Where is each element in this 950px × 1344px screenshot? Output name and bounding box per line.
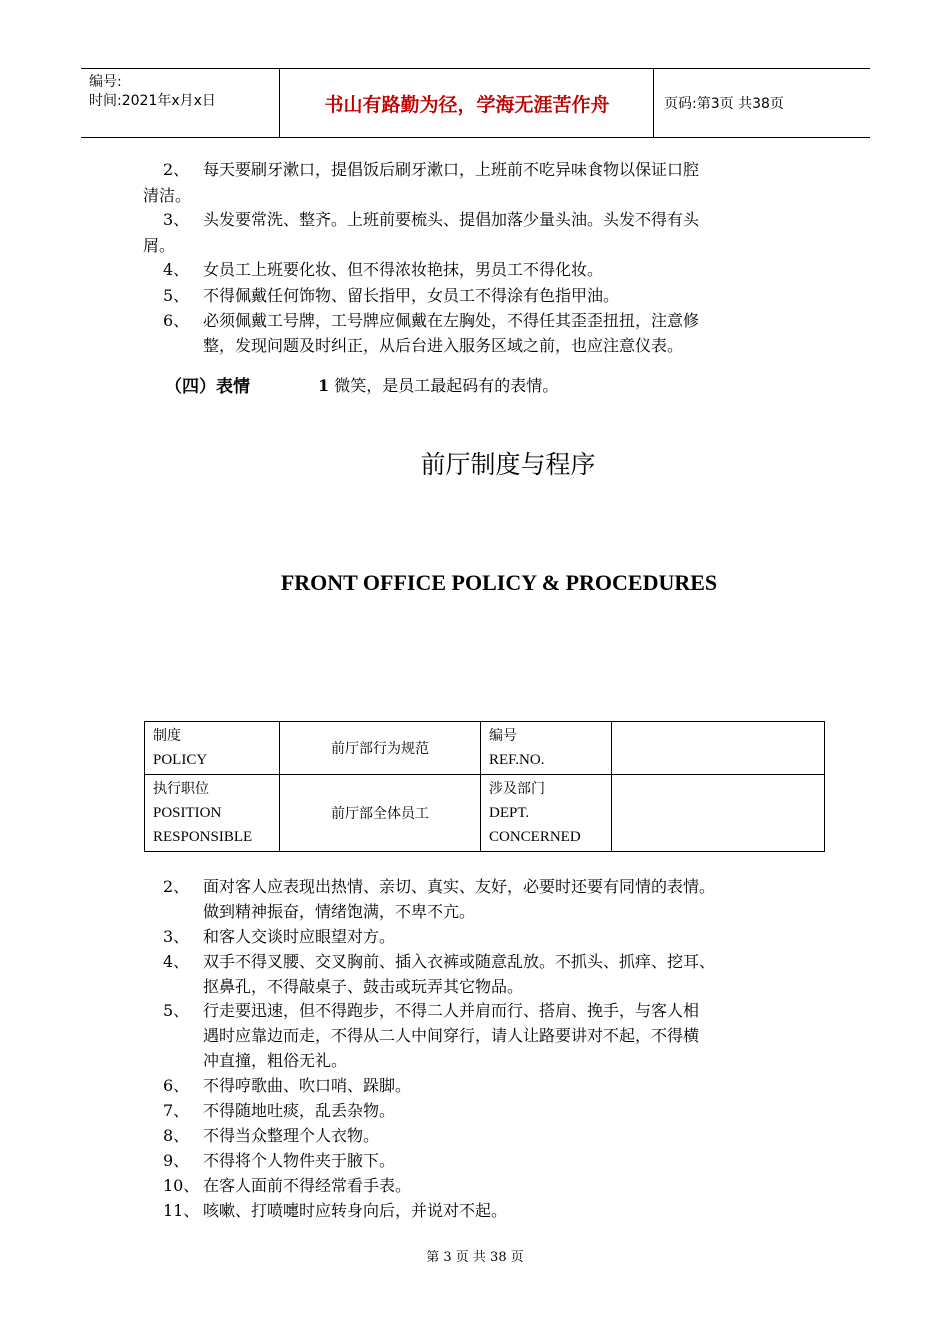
item-text-continued: 遇时应靠边而走，不得从二人中间穿行，请人让路要讲对不起，不得横 (203, 1026, 700, 1045)
list-item (163, 877, 716, 897)
policy-label-cn: 制度 (153, 728, 181, 744)
policy-value: 前厅部行为规范 (280, 722, 481, 775)
item-number: 3、 (163, 927, 190, 946)
item-text: 行走要迅速，但不得跑步，不得二人并肩而行、搭肩、挽手，与客人相 (203, 1001, 700, 1020)
item-text: 不得佩戴任何饰物、留长指甲，女员工不得涂有色指甲油。 (203, 286, 620, 305)
header-time-label: 时间:2021年x月x日 (89, 93, 216, 109)
list-item (163, 952, 716, 972)
list-item (163, 1126, 380, 1146)
item-text-continued: 整，发现问题及时纠正，从后台进入服务区域之前，也应注意仪表。 (203, 336, 684, 355)
item-number: 7、 (163, 1101, 190, 1120)
dept-label-en-2: CONCERNED (489, 829, 581, 845)
dept-label-cell (481, 775, 612, 852)
item-text: 双手不得叉腰、交叉胸前、插入衣裤或随意乱放。不抓头、抓痒、挖耳、 (203, 952, 716, 971)
item-text: 在客人面前不得经常看手表。 (203, 1176, 412, 1195)
policy-label-en: POLICY (153, 752, 208, 768)
position-value: 前厅部全体员工 (280, 775, 481, 852)
list-item (163, 286, 620, 306)
item-text-continued: 做到精神振奋，情绪饱满，不卑不亢。 (203, 902, 476, 921)
item-text-continued: 屑。 (143, 236, 176, 255)
page-title-cn: 前厅制度与程序 (420, 450, 596, 479)
list-item (163, 1201, 508, 1221)
item-number: 2、 (163, 160, 190, 179)
page-header (81, 68, 870, 138)
dept-label-en-1: DEPT. (489, 805, 530, 821)
item-number: 5、 (163, 1001, 190, 1020)
header-page-label: 页码:第3页 共38页 (664, 96, 784, 112)
item-text: 必须佩戴工号牌，工号牌应佩戴在左胸处，不得任其歪歪扭扭，注意修 (203, 311, 700, 330)
list-item (163, 210, 700, 230)
list-item (163, 1151, 396, 1171)
item-text: 面对客人应表现出热情、亲切、真实、友好，必要时还要有同情的表情。 (203, 877, 716, 896)
policy-label-cell (145, 722, 280, 775)
policy-table (144, 721, 825, 852)
item-number: 9、 (163, 1151, 190, 1170)
dept-label-cn: 涉及部门 (489, 781, 545, 797)
item-number: 5、 (163, 286, 190, 305)
item-text: 每天要刷牙漱口，提倡饭后刷牙漱口，上班前不吃异味食物以保证口腔 (203, 160, 700, 179)
list-item (163, 1176, 412, 1196)
position-label-en-1: POSITION (153, 805, 222, 821)
list-item (163, 1076, 412, 1096)
page-footer: 第 3 页 共 38 页 (426, 1250, 524, 1265)
item-number: 2、 (163, 877, 190, 896)
item-text: 不得将个人物件夹于腋下。 (203, 1151, 396, 1170)
item-text: 不得哼歌曲、吹口哨、跺脚。 (203, 1076, 412, 1095)
section2-text: 微笑，是员工最起码有的表情。 (334, 376, 559, 395)
ref-value (612, 722, 825, 775)
list-item (163, 260, 604, 280)
table-row (145, 775, 825, 852)
item-number: 6、 (163, 311, 190, 330)
dept-value (612, 775, 825, 852)
item-text-continued: 冲直撞，粗俗无礼。 (203, 1051, 348, 1070)
item-text: 不得随地吐痰，乱丢杂物。 (203, 1101, 396, 1120)
item-text: 女员工上班要化妆、但不得浓妆艳抹，男员工不得化妆。 (203, 260, 604, 279)
section2-line (318, 373, 558, 396)
position-label-en-2: RESPONSIBLE (153, 829, 253, 845)
item-number: 8、 (163, 1126, 190, 1145)
item-number: 3、 (163, 210, 190, 229)
list-item (163, 311, 700, 331)
list-item (163, 160, 700, 180)
item-text-continued: 清洁。 (143, 186, 192, 205)
table-row (145, 722, 825, 775)
position-label-cn: 执行职位 (153, 781, 209, 797)
ref-label-cell (481, 722, 612, 775)
header-number-label: 编号: (89, 74, 122, 90)
section2-number: 1 (318, 376, 330, 395)
ref-label-cn: 编号 (489, 728, 517, 744)
item-number: 4、 (163, 952, 190, 971)
page-title-en: FRONT OFFICE POLICY & PROCEDURES (280, 570, 718, 595)
item-text-continued: 抠鼻孔，不得敲桌子、鼓击或玩弄其它物品。 (203, 977, 524, 996)
item-number: 6、 (163, 1076, 190, 1095)
list-item (163, 927, 396, 947)
list-item (163, 1001, 700, 1021)
item-text: 和客人交谈时应眼望对方。 (203, 927, 396, 946)
item-number: 10、 (163, 1176, 200, 1195)
position-label-cell (145, 775, 280, 852)
ref-label-en: REF.NO. (489, 752, 545, 768)
header-motto: 书山有路勤为径，学海无涯苦作舟 (281, 69, 654, 137)
item-text: 不得当众整理个人衣物。 (203, 1126, 380, 1145)
item-text: 头发要常洗、整齐。上班前要梳头、提倡加落少量头油。头发不得有头 (203, 210, 700, 229)
list-item (163, 1101, 396, 1121)
header-meta (81, 69, 280, 137)
section-heading: （四）表情 (165, 377, 250, 397)
item-number: 11、 (163, 1201, 200, 1220)
item-number: 4、 (163, 260, 190, 279)
item-text: 咳嗽、打喷嚏时应转身向后，并说对不起。 (203, 1201, 508, 1220)
